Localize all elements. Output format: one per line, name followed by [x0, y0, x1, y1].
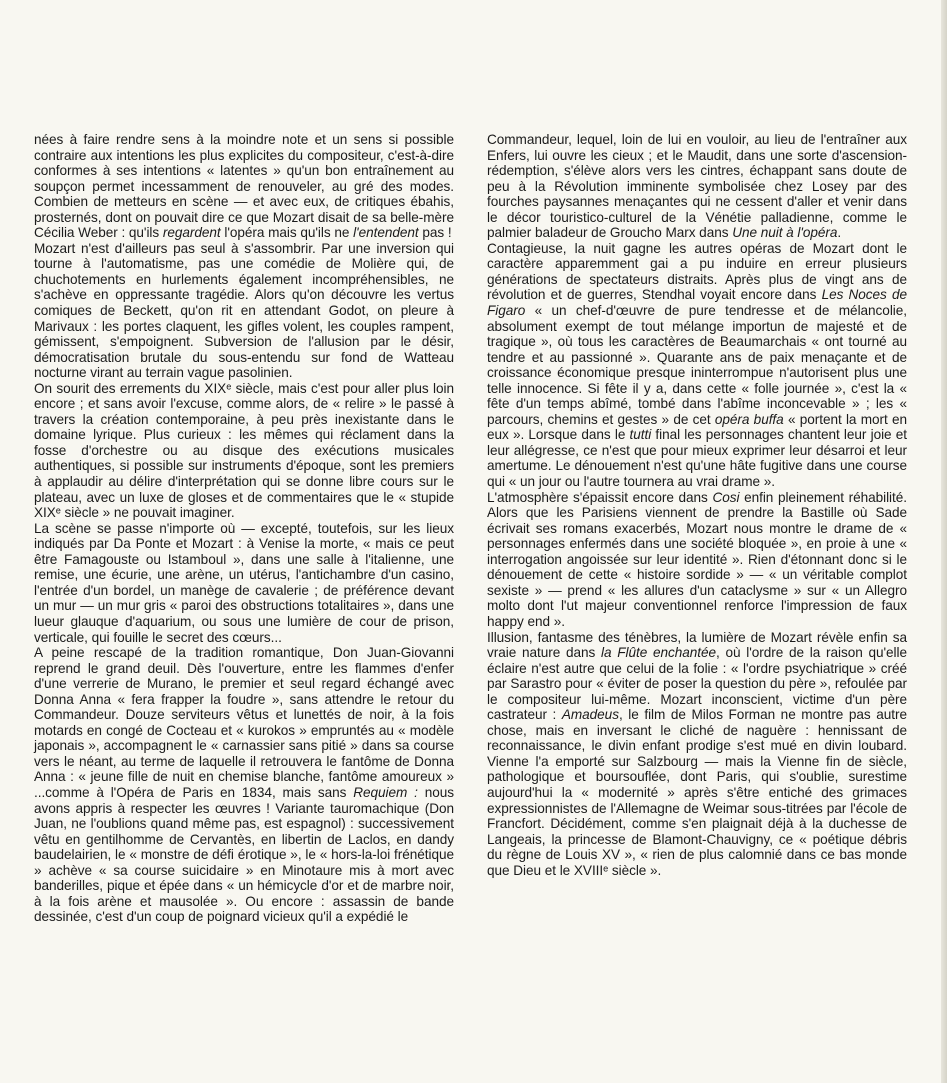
italic-text: Les Noces de Figaro [487, 287, 907, 319]
text-run: , où l'ordre de la raison qu'elle éclaire n'est autre que celui de la folie : « l'ordre psychiatrique » créé par Sarastro pour « éviter de poser la question du père », refoulée par le compositeur lui-même. Mozart inconscient, victime d'un père castrateur : [487, 645, 908, 723]
page-edge-shadow [941, 0, 947, 1083]
paragraph [487, 241, 907, 490]
paragraph [34, 381, 454, 521]
text-run: . [837, 225, 842, 241]
italic-text: Cosi [712, 489, 740, 505]
text-run: La scène se passe n'importe où — excepté, toutefois, sur les lieux indiqués par Da Ponte et Mozart : à Venise la morte, « mais ce peut être Famagouste ou Istamboul », dans une salle à l'italienne, une remise, une écurie, une arène, un utérus, l'antichambre d'un casino, l'entrée d'un bordel, un manège de cavalerie ; de préférence devant un mur — un mur gris « paroi des obstructions totalitaires », dans une lueur glauque d'aquarium, ou sous une lumière de cour de prison, verticale, qui fouille le secret des cœurs... [34, 520, 454, 645]
text-run: nous avons appris à respecter les œuvres ! Variante tauromachique (Don Juan, ne l'oublions quand même pas, est espagnol) : successivement vêtu en gentilhomme de Cervantès, en libertin de Laclos, en dandy baudelairien, le « monstre de défi érotique », le « hors-la-loi frénétique » achève « sa course suicidaire » en Minotaure mis à mort avec banderilles, pique et épée dans « un hémicycle d'or et de marbre noir, à la fois arène et mausolée ». Ou encore : assassin de bande dessinée, c'est d'un coup de poignard vicieux qu'il a expédié le [34, 784, 455, 925]
text-run: enfin pleinement réhabilité. Alors que les Parisiens viennent de prendre la Bastille où Sade écrivait ses romans exacerbés, Mozart nous montre le drame de « personnages enfermés dans une société bloquée », en proie à une « interrogation angoissée sur leur identité ». Rien d'étonnant donc si le dénouement de cette « histoire sordide » — « un véritable complot sexiste » — prend « les allures d'un cataclysme » sur « un Allegro molto dont l'ut majeur conventionnel renforce l'impression de faux happy end ». [487, 489, 907, 629]
italic-text: la Flûte enchantée [601, 645, 716, 661]
italic-text: Requiem : [353, 784, 418, 800]
text-run: « portent la mort en eux ». Lorsque dans le [487, 411, 907, 443]
text-column-right [487, 132, 907, 878]
paragraph [34, 132, 454, 241]
paragraph [34, 241, 454, 381]
text-run: l'opéra mais qu'ils ne [220, 225, 354, 241]
italic-text: Amadeus [561, 707, 619, 723]
italic-text: tutti [629, 427, 652, 443]
italic-text: l'entendent [353, 225, 419, 241]
text-run: Mozart n'est d'ailleurs pas seul à s'assombrir. Par une inversion qui tourne à l'automatisme, pas une comédie de Molière qui, de chuchotements en hurlements également incompréhensibles, ne s'achève en oppressante tragédie. Alors qu'on découvre les vertus comiques de Beckett, qu'on rit en attendant Godot, on pleure à Marivaux : les portes claquent, les gifles volent, les couples rampent, gémissent, s'empoignent. Subversion de l'allusion par le désir, démocratisation brutale du sous-entendu sur fond de Watteau nocturne virant au terrain vague pasolinien. [34, 240, 454, 381]
text-run: A peine rescapé de la tradition romantique, Don Juan-Giovanni reprend le grand deuil. Dès l'ouverture, entre les flammes d'enfer d'une verrerie de Murano, le premier et seul regard échangé avec Donna Anna « fera frapper la foudre », sans attendre le retour du Commandeur. Douze serviteurs vêtus et lunettés de noir, à la fois motards en congé de Cocteau et « kurokos » empruntés au « modèle japonais », accompagnent le « carnassier sans pitié » dans sa course vers le néant, au terme de laquelle il retrouvera le fantôme de Donna Anna : « jeune fille de nuit en chemise blanche, fantôme amoureux » ...comme à l'Opéra de Paris en 1834, mais sans [34, 645, 454, 800]
italic-text: opéra buffa [714, 411, 784, 427]
text-run: Illusion, fantasme des ténèbres, la lumière de Mozart révèle enfin sa vraie nature dans [487, 629, 907, 661]
text-run: Contagieuse, la nuit gagne les autres opéras de Mozart dont le caractère apparemment gai a pu induire en erreur plusieurs générations de spectateurs distraits. Après plus de vingt ans de révolution et de guerres, Stendhal voyait encore dans [487, 240, 907, 303]
paragraph [34, 521, 454, 645]
italic-text: regardent [162, 225, 221, 241]
text-run: final les personnages chantent leur joie et leur allégresse, ce n'est que pour mieux exprimer leur désarroi et leur amertume. Le dénouement n'est qu'une hâte fugitive dans une course qui « un jour ou l'autre tournera au vrai drame ». [487, 427, 907, 490]
paragraph [487, 490, 907, 630]
text-run: pas ! [418, 225, 452, 241]
text-run: , le film de Milos Forman ne montre pas autre chose, mais en inversant le cliché de naguère : hennissant de reconnaissance, le divin enfant prodige s'est mué en divin loubard. Vienne l'a emporté sur Salzbourg — mais la Vienne fin de siècle, pathologique et boursouflée, dont Paris, qui s'oublie, surestime aujourd'hui la « modernité » après s'être entiché des grimaces expressionnistes de l'Allemagne de Weimar sous-titrées par l'école de Francfort. Décidément, comme s'en plaignait déjà à la duchesse de Langeais, la princesse de Blamont-Chauvigny, ce « poétique débris du règne de Louis XV », « rien de plus calomnié dans ce bas monde que Dieu et le XVIIIᵉ siècle ». [487, 707, 907, 878]
paragraph [487, 630, 907, 879]
text-run: On sourit des errements du XIXᵉ siècle, mais c'est pour aller plus loin encore ; et sans avoir l'excuse, comme alors, de « relire » le passé à travers la création contemporaine, à peu près inexistante dans le domaine lyrique. Plus curieux : les mêmes qui réclament dans la fosse d'orchestre ou au disque des exécutions musicales authentiques, si possible sur instruments d'époque, sont les premiers à applaudir au délire d'interprétation qui se donne libre cours sur le plateau, avec un luxe de gloses et de commentaires que le « stupide XIXᵉ siècle » ne pouvait imaginer. [34, 380, 454, 521]
text-run: nées à faire rendre sens à la moindre note et un sens si possible contraire aux intentions les plus explicites du compositeur, c'est-à-dire conformes à ses intentions « latentes » qu'un bon entraînement au soupçon permet incessamment de renouveler, au gré des modes. Combien de metteurs en scène — et avec eux, de critiques ébahis, prosternés, dont on pouvait dire ce que Mozart disait de sa belle-mère Cécilia Weber : qu'ils [34, 132, 454, 241]
text-run: « un chef-d'œuvre de pure tendresse et de mélancolie, absolument exempt de tout mélange importun de majesté et de tragique », où tous les caractères de Beaumarchais « ont tourné au tendre et au passionné ». Quarante ans de paix menaçante et de croissance économique presque ininterrompue n'autorisent plus une telle innocence. Si fête il y a, dans cette « folle journée », c'est la « fête d'un temps abîmé, tombé dans l'abîme inconcevable » ; les « parcours, chemins et gestes » de cet [487, 303, 907, 427]
text-column-left [34, 132, 454, 925]
paragraph [487, 132, 907, 241]
text-run: L'atmosphère s'épaissit encore dans [487, 489, 713, 505]
italic-text: Une nuit à l'opéra [732, 225, 838, 241]
paragraph [34, 645, 454, 925]
text-run: Commandeur, lequel, loin de lui en vouloir, au lieu de l'entraîner aux Enfers, lui ouvre les cieux ; et le Maudit, dans une sorte d'ascension-rédemption, s'élève alors vers les cintres, échappant sans doute de peu à la Révolution imminente symbolisée chez Losey par des fourches paysannes menaçantes qui ne cessent d'aller et venir dans le décor touristico-culturel de la Vénétie palladienne, comme le palmier baladeur de Groucho Marx dans [487, 132, 907, 241]
